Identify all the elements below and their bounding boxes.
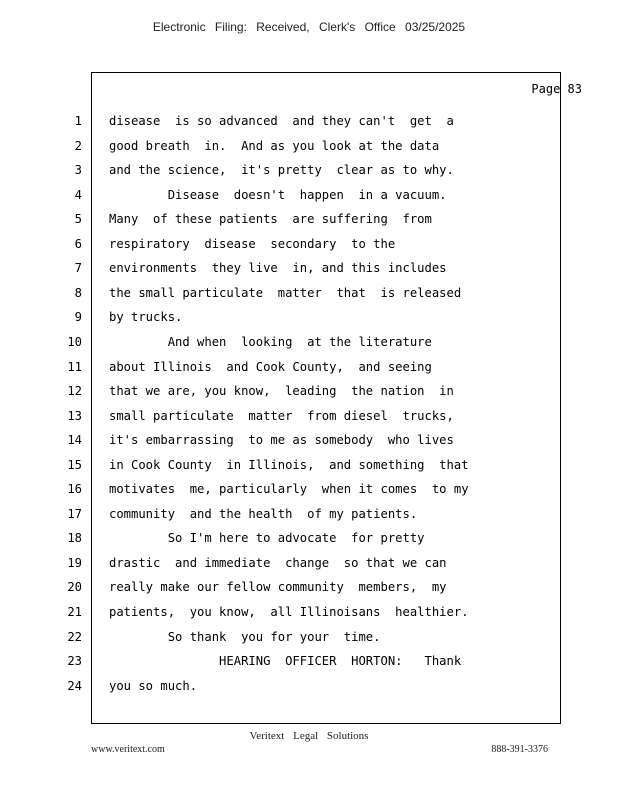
line-number: 7 xyxy=(74,261,82,276)
transcript-line xyxy=(0,237,618,262)
line-text: environments they live in, and this includes xyxy=(109,261,447,276)
line-number: 5 xyxy=(74,212,82,227)
line-text: respiratory disease secondary to the xyxy=(109,236,396,251)
transcript-line xyxy=(0,139,618,164)
line-number: 9 xyxy=(74,310,82,325)
transcript-line xyxy=(0,188,618,213)
line-number: 14 xyxy=(67,433,82,448)
transcript-line xyxy=(0,482,618,507)
line-text: And when looking at the literature xyxy=(109,334,432,349)
page-number: Page 83 xyxy=(531,82,582,96)
line-text: really make our fellow community members, my xyxy=(109,580,447,595)
line-number: 17 xyxy=(67,506,82,521)
line-number: 10 xyxy=(67,334,82,349)
transcript-line xyxy=(0,556,618,581)
line-text: the small particulate matter that is released xyxy=(109,285,462,300)
filing-header: Electronic Filing: Received, Clerk's Office 03/25/2025 xyxy=(152,20,466,34)
line-number: 23 xyxy=(67,654,82,669)
line-text: in Cook County in Illinois, and something that xyxy=(109,457,469,472)
transcript-line xyxy=(0,507,618,532)
line-text: and the science, it's pretty clear as to why. xyxy=(109,163,454,178)
line-text: patients, you know, all Illinoisans healthier. xyxy=(109,605,469,619)
line-text: it's embarrassing to me as somebody who lives xyxy=(109,433,454,448)
transcript-line xyxy=(0,630,618,655)
transcript-line xyxy=(0,212,618,237)
line-number: 15 xyxy=(67,457,82,472)
line-number: 11 xyxy=(67,359,82,374)
line-text: HEARING OFFICER HORTON: Thank xyxy=(109,654,462,669)
footer-company: Veritext Legal Solutions xyxy=(249,730,369,742)
line-number: 8 xyxy=(74,285,82,300)
line-number: 22 xyxy=(67,629,82,644)
transcript-line xyxy=(0,433,618,458)
transcript-line xyxy=(0,654,618,679)
transcript-line xyxy=(0,384,618,409)
line-number: 12 xyxy=(67,384,82,399)
transcript-line xyxy=(0,114,618,139)
line-text: you so much. xyxy=(109,678,198,693)
transcript-line xyxy=(0,360,618,385)
line-number: 13 xyxy=(67,408,82,423)
line-text: about Illinois and Cook County, and seeing xyxy=(109,359,432,374)
line-number: 19 xyxy=(67,555,82,570)
footer-website: www.veritext.com xyxy=(91,744,165,755)
line-text: So thank you for your time. xyxy=(109,629,381,644)
line-text: Many of these patients are suffering from xyxy=(109,212,432,227)
line-number: 3 xyxy=(74,163,82,178)
line-number: 20 xyxy=(67,580,82,595)
transcript-line xyxy=(0,605,618,630)
line-text: small particulate matter from diesel trucks, xyxy=(109,408,454,423)
footer-phone: 888-391-3376 xyxy=(491,744,548,755)
line-number: 1 xyxy=(74,114,82,128)
line-text: that we are, you know, leading the nation in xyxy=(109,384,454,399)
transcript-line xyxy=(0,310,618,335)
line-number: 21 xyxy=(67,605,82,619)
line-text: motivates me, particularly when it comes to my xyxy=(109,482,469,497)
transcript-line xyxy=(0,580,618,605)
line-text: disease is so advanced and they can't get a xyxy=(109,114,454,128)
line-text: by trucks. xyxy=(109,310,183,325)
transcript-line xyxy=(0,409,618,434)
transcript-line xyxy=(0,335,618,360)
transcript-line xyxy=(0,458,618,483)
line-number: 18 xyxy=(67,531,82,546)
line-text: So I'm here to advocate for pretty xyxy=(109,531,425,546)
line-text: good breath in. And as you look at the data xyxy=(109,138,440,153)
line-text: community and the health of my patients. xyxy=(109,506,418,521)
line-number: 2 xyxy=(74,138,82,153)
line-number: 4 xyxy=(74,187,82,202)
line-text: Disease doesn't happen in a vacuum. xyxy=(109,187,447,202)
transcript-line xyxy=(0,531,618,556)
transcript-line xyxy=(0,286,618,311)
transcript-line xyxy=(0,261,618,286)
line-number: 24 xyxy=(67,678,82,693)
transcript-line xyxy=(0,163,618,188)
transcript-line xyxy=(0,679,618,704)
line-text: drastic and immediate change so that we can xyxy=(109,555,447,570)
line-number: 6 xyxy=(74,236,82,251)
line-number: 16 xyxy=(67,482,82,497)
